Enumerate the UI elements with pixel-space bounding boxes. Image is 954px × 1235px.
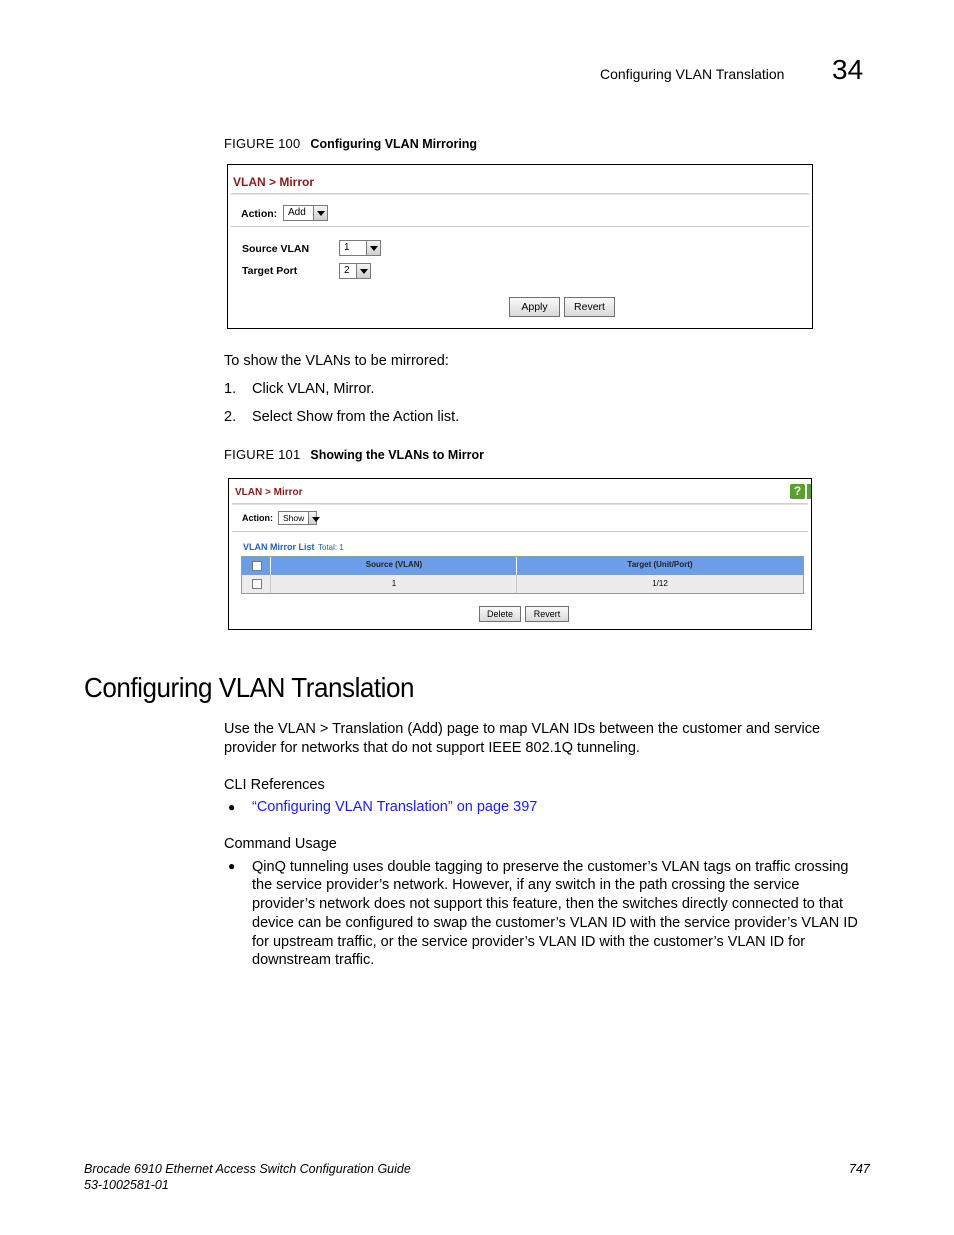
delete-button[interactable]: Delete (479, 606, 521, 622)
running-header-title: Configuring VLAN Translation (600, 66, 785, 82)
chevron-down-icon[interactable] (313, 206, 327, 220)
figure-101-caption (224, 447, 484, 462)
help-icon-edge (807, 484, 811, 499)
figure-101-title: Showing the VLANs to Mirror (310, 448, 485, 462)
step-2-number: 2. (224, 409, 237, 425)
divider (231, 226, 809, 227)
target-port-value: 2 (344, 265, 350, 276)
list-title: VLAN Mirror List (243, 542, 315, 552)
breadcrumb: VLAN > Mirror (235, 487, 303, 498)
usage-line: the service provider’s network. However, if any switch in the path crossing the service (252, 877, 800, 893)
list-total: Total: 1 (318, 543, 344, 552)
section-heading: Configuring VLAN Translation (84, 672, 415, 703)
header-select-cell (242, 557, 271, 575)
row-select-cell (242, 575, 271, 593)
footer-doc-number: 53-1002581-01 (84, 1178, 169, 1192)
breadcrumb: VLAN > Mirror (233, 175, 315, 189)
row-target-port: 1/12 (652, 579, 668, 588)
action-select-value: Add (288, 207, 306, 218)
cli-reference-link[interactable]: “Configuring VLAN Translation” on page 397 (252, 799, 538, 815)
revert-button[interactable]: Revert (525, 606, 569, 622)
command-usage-heading: Command Usage (224, 836, 337, 852)
source-vlan-label: Source VLAN (242, 243, 310, 255)
row-source-vlan: 1 (391, 579, 397, 588)
action-select[interactable] (283, 205, 328, 221)
source-vlan-value: 1 (344, 242, 350, 253)
figure-100-title: Configuring VLAN Mirroring (310, 137, 478, 151)
figure-100-screenshot (227, 164, 813, 329)
help-icon[interactable]: ? (790, 484, 805, 499)
section-intro-line-2: provider for networks that do not support IEEE 802.1Q tunneling. (224, 740, 640, 756)
row-checkbox[interactable] (252, 579, 262, 589)
footer-guide-title: Brocade 6910 Ethernet Access Switch Configuration Guide (84, 1162, 411, 1176)
revert-button[interactable]: Revert (564, 297, 615, 317)
footer-page-number: 747 (849, 1162, 870, 1176)
target-port-select[interactable] (339, 263, 371, 279)
source-vlan-select[interactable] (339, 240, 381, 256)
column-header-source: Source (VLAN) (365, 560, 423, 569)
chevron-down-icon[interactable] (366, 241, 380, 255)
vlan-mirror-table (241, 556, 804, 594)
table-header-row (242, 557, 803, 575)
figure-100-caption (224, 136, 477, 151)
steps-intro: To show the VLANs to be mirrored: (224, 353, 449, 369)
usage-line: downstream traffic. (252, 952, 375, 968)
figure-101-label: FIGURE 101 (224, 447, 301, 462)
figure-100-label: FIGURE 100 (224, 136, 301, 151)
action-select-value: Show (283, 513, 305, 523)
action-label: Action: (241, 208, 278, 220)
step-2-text: Select Show from the Action list. (252, 409, 460, 425)
bullet-icon: ● (228, 859, 236, 873)
divider (232, 503, 808, 505)
step-1-number: 1. (224, 381, 237, 397)
target-port-label: Target Port (242, 265, 298, 277)
chevron-down-icon[interactable] (356, 264, 370, 278)
step-1-text: Click VLAN, Mirror. (252, 381, 375, 397)
usage-line: for upstream traffic, or the service provider’s VLAN ID with the customer’s VLAN ID for (252, 934, 806, 950)
bullet-icon: ● (228, 800, 236, 814)
divider (231, 193, 809, 195)
cli-references-heading: CLI References (224, 777, 325, 793)
chapter-number: 34 (832, 54, 864, 85)
usage-line: provider’s network does not support this feature, then the switches directly connected to that (252, 896, 844, 912)
column-header-target: Target (Unit/Port) (627, 560, 693, 569)
usage-line: QinQ tunneling uses double tagging to preserve the customer’s VLAN tags on traffic crossing (252, 859, 849, 875)
table-row (242, 575, 803, 593)
action-select[interactable] (278, 511, 317, 525)
apply-button[interactable]: Apply (509, 297, 560, 317)
figure-101-screenshot (228, 478, 812, 630)
usage-line: device can be configured to swap the customer’s VLAN ID with the service provider’s VLAN ID (252, 915, 858, 931)
action-label: Action: (242, 513, 273, 523)
divider (232, 531, 808, 532)
section-intro-line-1: Use the VLAN > Translation (Add) page to map VLAN IDs between the customer and service (224, 721, 821, 737)
chevron-down-icon[interactable] (308, 512, 316, 524)
select-all-checkbox[interactable] (252, 561, 262, 571)
